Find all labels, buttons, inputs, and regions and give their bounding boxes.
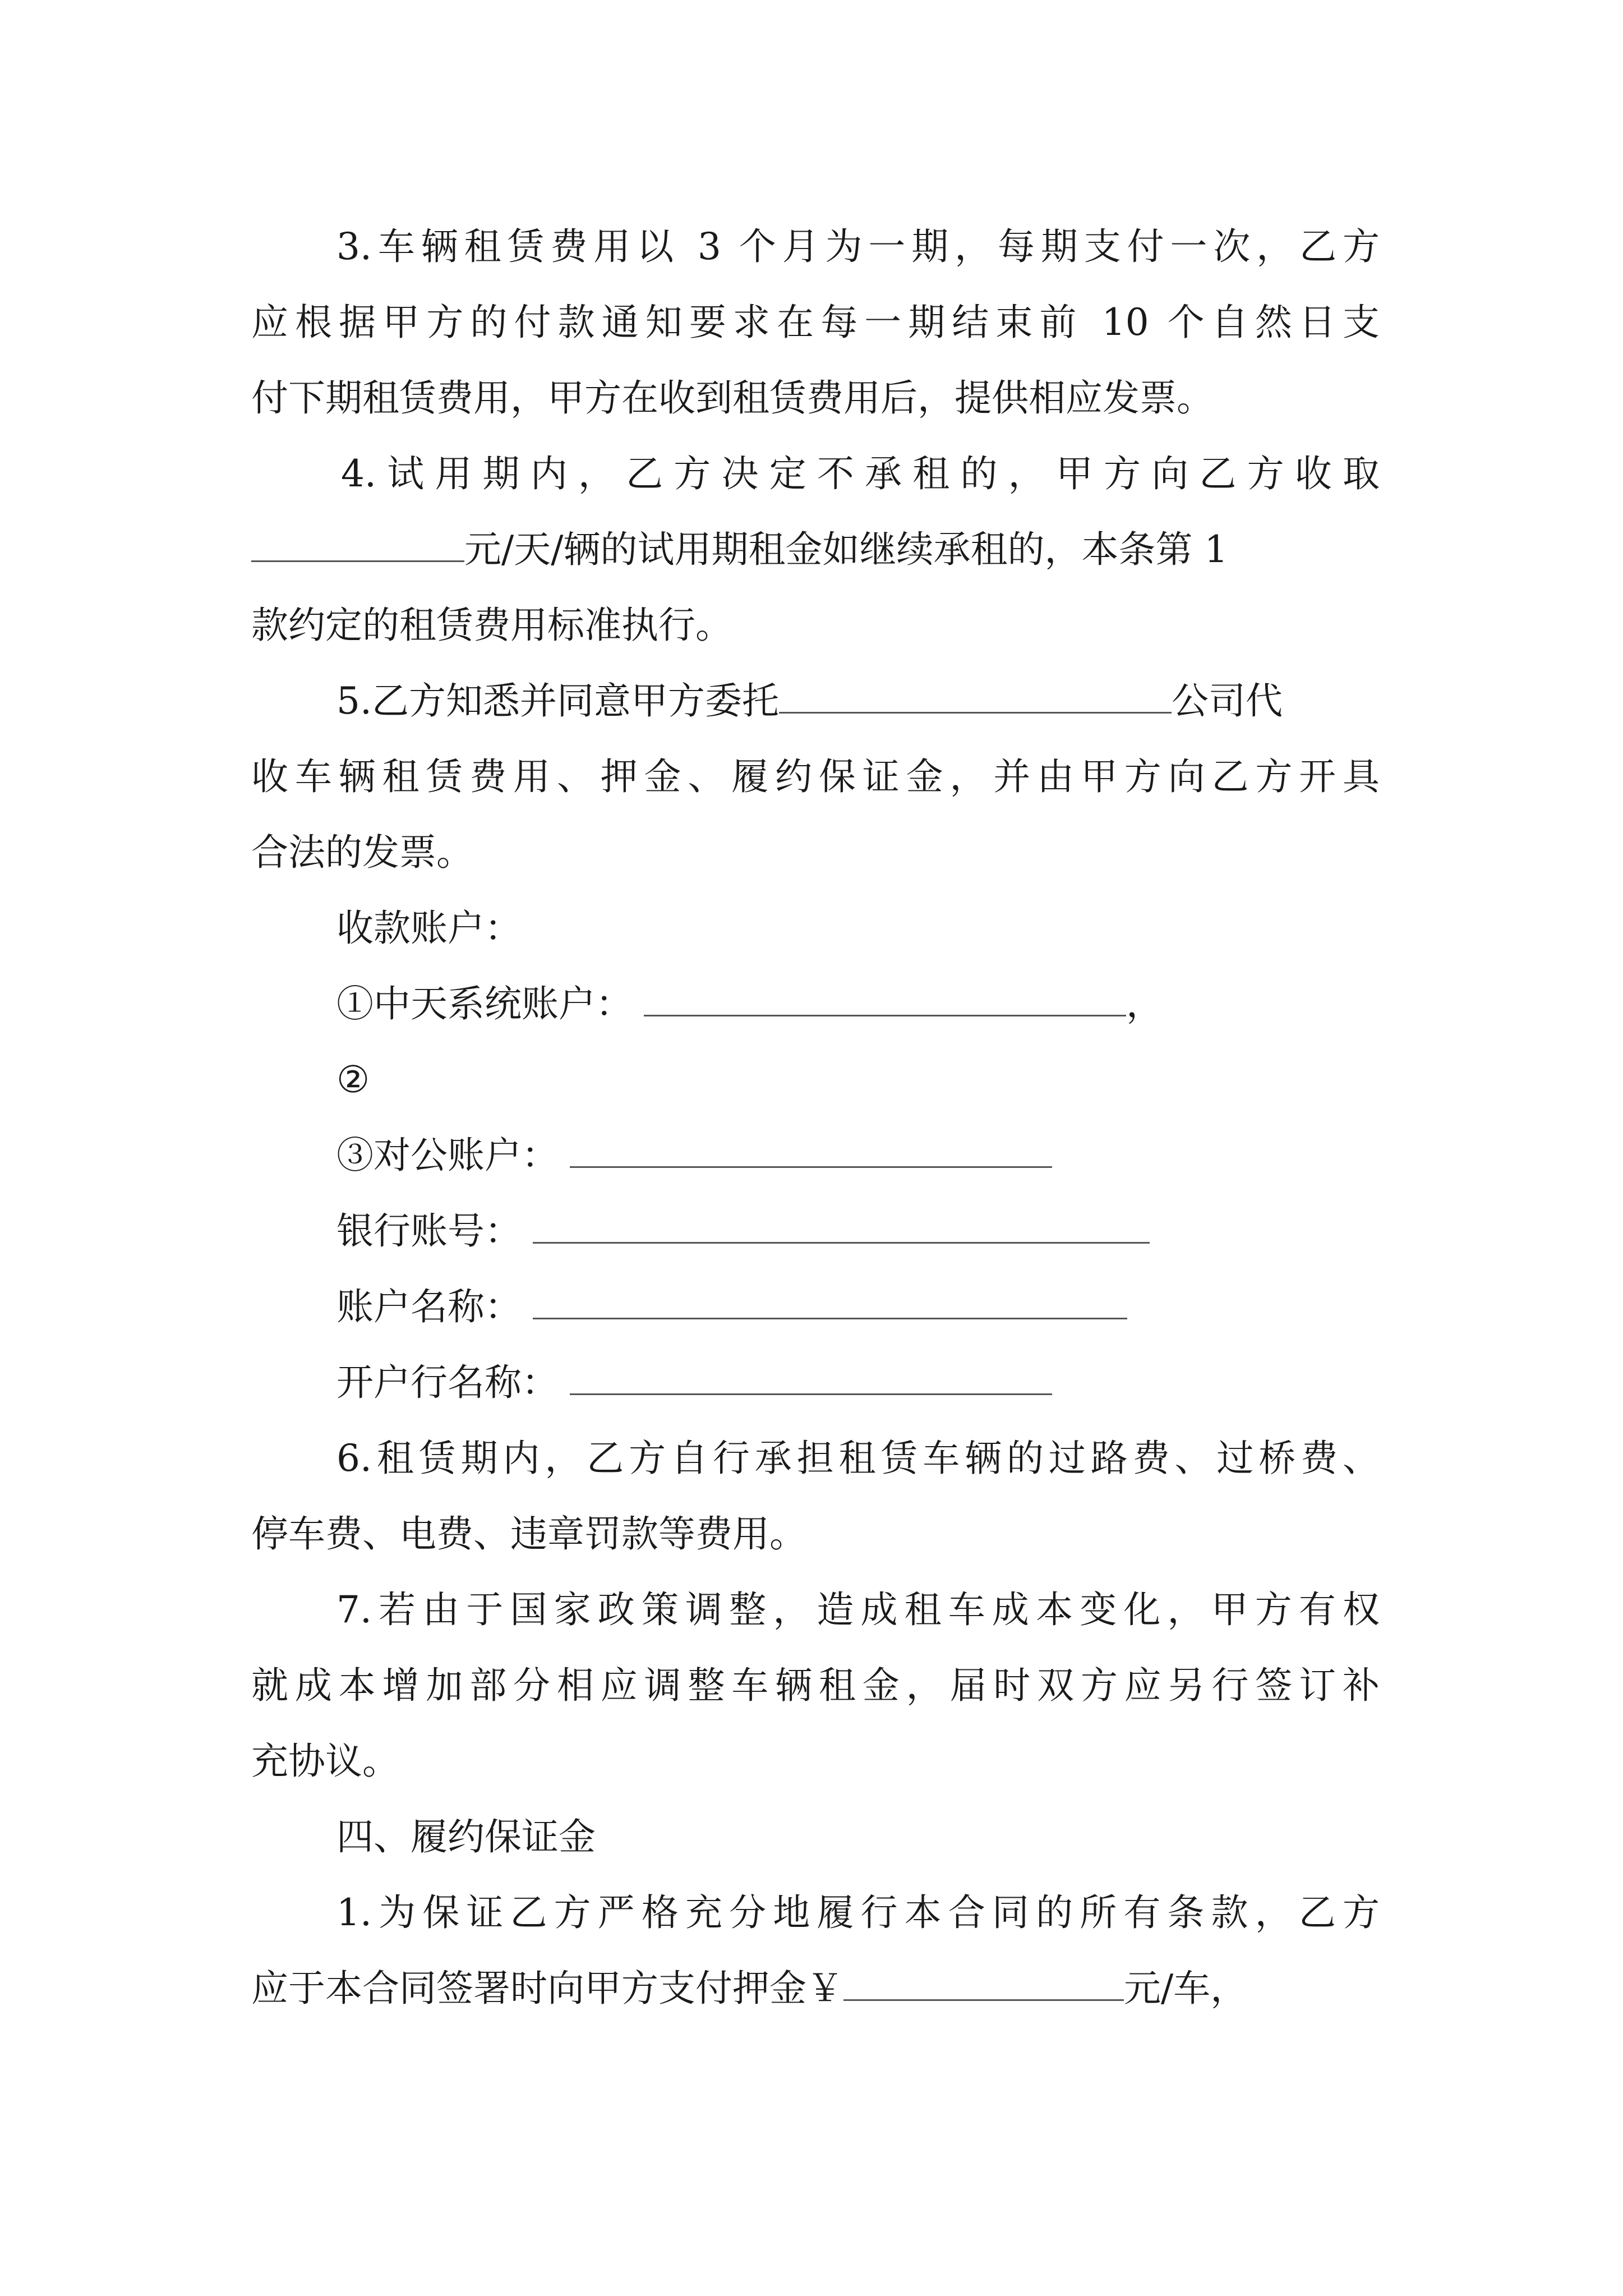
clause-3-line-1: 3.车辆租赁费用以 3 个月为一期，每期支付一次，乙方 bbox=[336, 225, 1380, 268]
account-name-label: 账户名称： bbox=[336, 1285, 522, 1328]
clause-3-line-3: 付下期租赁费用，甲方在收到租赁费用后，提供相应发票。 bbox=[251, 376, 1214, 420]
clause-7-line-2: 就成本增加部分相应调整车辆租金，届时双方应另行签订补 bbox=[251, 1664, 1380, 1707]
zhongtian-account-blank bbox=[644, 980, 1126, 1016]
bank-account-number-label: 银行账号： bbox=[336, 1209, 522, 1253]
bank-branch-blank bbox=[570, 1359, 1052, 1395]
section-4-heading: 四、履约保证金 bbox=[336, 1815, 596, 1858]
zhongtian-account-label: ①中天系统账户： bbox=[336, 982, 633, 1025]
clause-4-line-2-text: 元/天/辆的试用期租金如继续承租的，本条第 1 bbox=[464, 528, 1228, 571]
account-item-2: ② bbox=[336, 1058, 370, 1101]
bank-account-number-line bbox=[336, 1206, 1150, 1257]
clause-5-line-2: 收车辆租赁费用、押金、履约保证金，并由甲方向乙方开具 bbox=[251, 755, 1380, 798]
payee-account-heading: 收款账户： bbox=[336, 907, 522, 950]
deposit-amount-blank bbox=[843, 1964, 1124, 2001]
section-4-clause-1-line-1: 1.为保证乙方严格充分地履行本合同的所有条款，乙方 bbox=[336, 1891, 1380, 1934]
clause-3-line-2: 应根据甲方的付款通知要求在每一期结束前 10 个自然日支 bbox=[251, 301, 1380, 344]
clause-5-line-1-text: 5.乙方知悉并同意甲方委托 bbox=[336, 679, 779, 723]
clause-7-line-3: 充协议。 bbox=[251, 1740, 399, 1783]
clause-7-line-1: 7.若由于国家政策调整，造成租车成本变化，甲方有权 bbox=[336, 1588, 1380, 1631]
corporate-account-line bbox=[336, 1130, 1052, 1181]
clause-5-line-1-suffix: 公司代 bbox=[1171, 679, 1283, 723]
corporate-account-label: ③对公账户： bbox=[336, 1134, 559, 1177]
collection-company-blank bbox=[779, 677, 1172, 714]
section-4-clause-1-line-2 bbox=[251, 1963, 1247, 2014]
corporate-account-blank bbox=[570, 1131, 1052, 1168]
bank-account-number-blank bbox=[533, 1207, 1150, 1244]
bank-branch-label: 开户行名称： bbox=[336, 1361, 559, 1404]
clause-4-line-1: 4.试用期内，乙方决定不承租的，甲方向乙方收取 bbox=[341, 452, 1380, 495]
account-name-blank bbox=[533, 1283, 1127, 1319]
clause-6-line-1: 6.租赁期内，乙方自行承担租赁车辆的过路费、过桥费、 bbox=[336, 1437, 1380, 1480]
clause-6-line-2: 停车费、电费、违章罚款等费用。 bbox=[251, 1512, 806, 1556]
zhongtian-account-line bbox=[336, 979, 1163, 1029]
bank-branch-line bbox=[336, 1358, 1052, 1408]
clause-5-line-3: 合法的发票。 bbox=[251, 831, 473, 874]
account-name-line bbox=[336, 1282, 1127, 1332]
zhongtian-account-comma: ， bbox=[1126, 982, 1163, 1025]
deposit-text: 应于本合同签署时向甲方支付押金￥ bbox=[251, 1967, 843, 2010]
daily-trial-rent-blank bbox=[251, 526, 464, 562]
clause-4-line-3: 款约定的租赁费用标准执行。 bbox=[251, 604, 732, 647]
deposit-unit: 元/车， bbox=[1124, 1967, 1248, 2010]
clause-5-line-1 bbox=[336, 676, 1380, 726]
clause-4-line-2 bbox=[251, 524, 1228, 575]
